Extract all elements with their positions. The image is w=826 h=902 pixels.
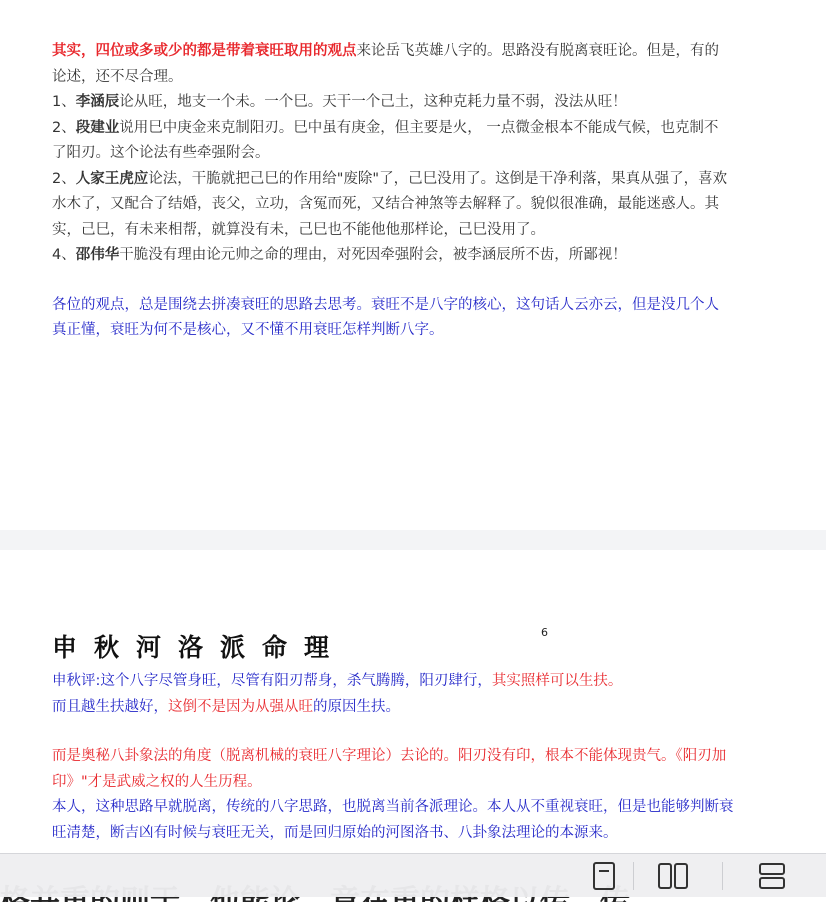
summary-paragraph: 各位的观点，总是围绕去拼凑衰旺的思路去思考。衰旺不是八字的核心，这句话人云亦云，但是没几个人真正懂，衰旺为何不是核心，又不懂不用衰旺怎样判断八字。 (52, 296, 719, 338)
scroll-view-button[interactable] (752, 858, 792, 894)
view-mode-toolbar (0, 853, 826, 897)
intro-paragraph (52, 39, 732, 90)
single-page-icon (591, 861, 617, 891)
page-separator (0, 530, 826, 550)
list-item: 4、邵伟华干脆没有理由论元帅之命的理由，对死因牵强附会，被李涵辰所不齿，所鄙视！ (52, 247, 627, 263)
comment-line: 而且越生扶越好，这倒不是因为从强从旺的原因生扶。 (52, 698, 400, 715)
intro-text: 来论岳飞英雄八字的。思路没有脱离衰旺论。但是，有的论述，还不尽合理。 (52, 43, 719, 85)
author-name: 人家王虎应 (75, 170, 149, 187)
list-item: 2、段建业说用巳中庚金来克制阳刃。巳中虽有庚金，但主要是火， 一点微金根本不能成气候，也克制不了阳刃。这个论法有些牵强附会。 (52, 119, 719, 161)
blue-paragraph: 本人，这种思路早就脱离，传统的八字思路，也脱离当前各派理论。本人从不重视衰旺，但是也能够判断衰旺清楚，断吉凶有时候与衰旺无关，而是回归原始的河图洛书、八卦象法理论的本源来。 (52, 799, 734, 841)
list-item: 2、人家王虎应论法，干脆就把己巳的作用给"废除"了，己巳没用了。这倒是干净利落，果真从强了，喜欢水木了，又配合了结婚，丧父，立功，含冤而死，又结合神煞等去解释了。貌似很准确，最能迷惑人。其实，己巳，有未来相帮，就算没有未，己巳也不能他他那样论，己巳没用了。 (52, 170, 728, 238)
intro-highlight: 其实，四位或多或少的都是带着衰旺取用的观点 (52, 43, 357, 59)
double-page-view-button[interactable] (653, 858, 693, 894)
toolbar-divider (722, 862, 723, 890)
page-2-text (52, 669, 742, 846)
comment-line: 申秋评:这个八字尽管身旺，尽管有阳刃帮身，杀气腾腾，阳刃肆行，其实照样可以生扶。 (52, 673, 623, 689)
author-name: 李涵辰 (75, 94, 120, 110)
scroll-view-icon (757, 861, 787, 891)
author-name: 邵伟华 (75, 247, 120, 263)
toolbar-divider (633, 862, 634, 890)
page-number: 6 (541, 626, 548, 639)
single-page-view-button[interactable] (584, 858, 624, 894)
list-item: 1、李涵辰论从旺，地支一个未。一个巳。天干一个己土，这种克耗力量不弱，没法从旺！ (52, 94, 627, 110)
page-1-text (52, 39, 732, 344)
author-name: 段建业 (75, 119, 120, 136)
red-paragraph: 而是奥秘八卦象法的角度（脱离机械的衰旺八字理论）去论的。阳刃没有印，根本不能体现贵气。《阳刃加印》"才是武威之权的人生历程。 (52, 748, 727, 790)
page-title: 申秋河洛派命理 (52, 633, 347, 662)
double-page-icon (657, 861, 689, 891)
document-page-2 (0, 550, 826, 902)
